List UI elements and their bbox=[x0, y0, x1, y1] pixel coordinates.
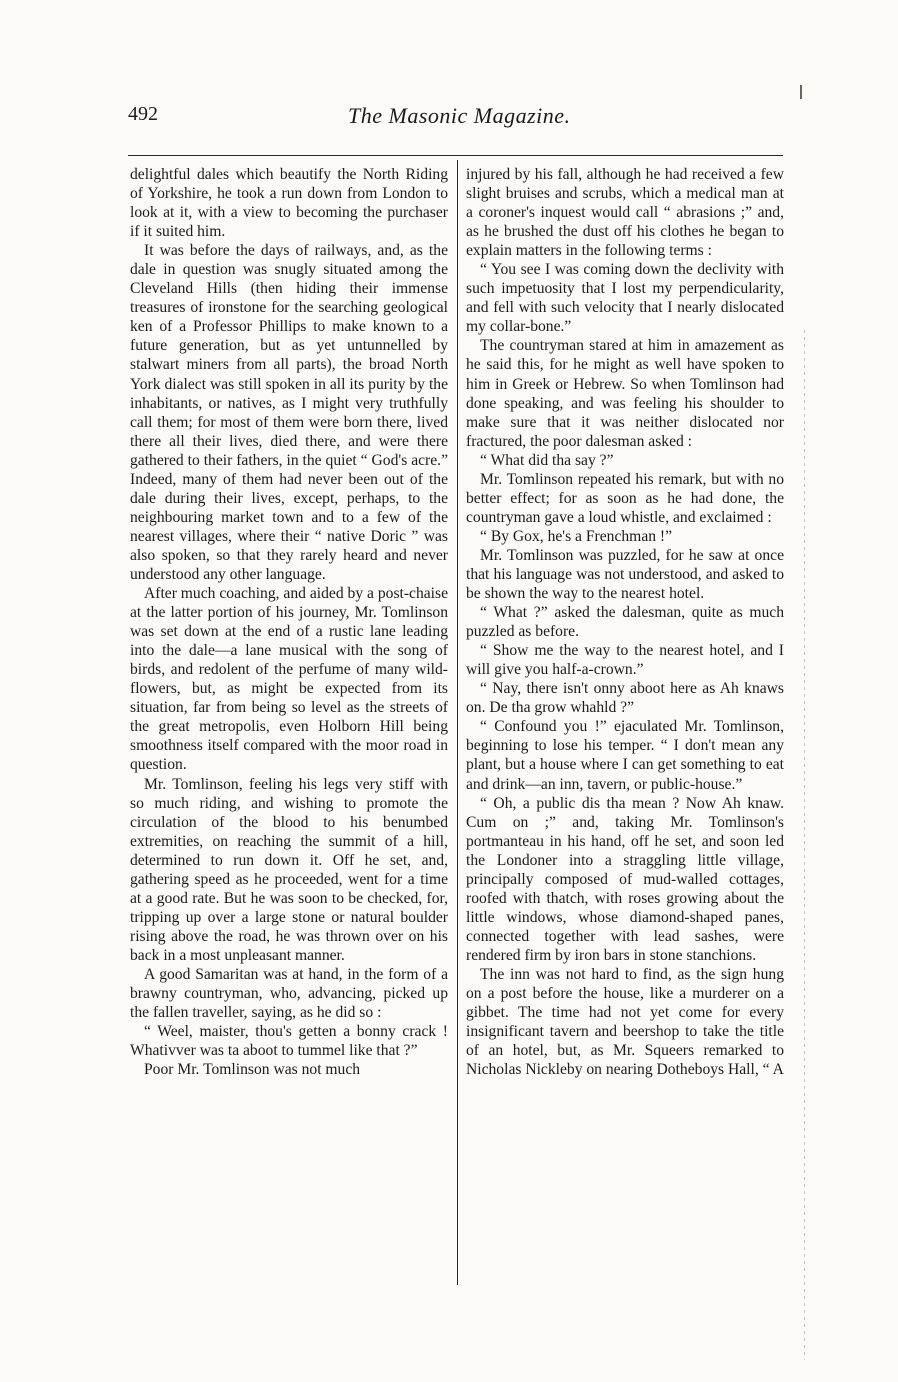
scan-edge-line bbox=[804, 330, 805, 1360]
paragraph: “ Confound you !” ejaculated Mr. Tomlinson, beginning to lose his temper. “ I don't mean any plant, but a house where I can get something to eat and drink—an inn, tavern, or public-house.” bbox=[466, 718, 784, 793]
paragraph: A good Samaritan was at hand, in the form of a brawny countryman, who, advancing, picked up the fallen traveller, saying, as he did so : bbox=[130, 965, 448, 1022]
right-column bbox=[466, 165, 784, 1079]
paragraph: “ What did tha say ?” bbox=[480, 451, 614, 469]
paragraph: “ Nay, there isn't onny aboot here as Ah knaws on. De tha grow whahld ?” bbox=[466, 680, 784, 717]
header-rule bbox=[128, 155, 783, 156]
paragraph: “ Weel, maister, thou's getten a bonny crack ! Whativver was ta aboot to tummel like that ?” bbox=[130, 1023, 448, 1060]
paragraph: “ What ?” asked the dalesman, quite as much puzzled as before. bbox=[466, 604, 784, 641]
paragraph: After much coaching, and aided by a post-chaise at the latter portion of his journey, Mr. Tomlinson was set down at the end of a rustic lane leading into the dale—a lane musical with the song of birds, and redolent of the perfume of many wild-flowers, but, as might be expected from its situation, far from being so level as the streets of the great metropolis, even Holborn Hill being smoothness itself compared with the moor road in question. bbox=[130, 585, 448, 774]
paragraph: “ By Gox, he's a Frenchman !” bbox=[480, 527, 673, 545]
paragraph: Mr. Tomlinson, feeling his legs very stiff with so much riding, and wishing to promote the circulation of the blood to his benumbed extremities, on reaching the summit of a hill, determined to run down it. Off he set, and, gathering speed as he proceeded, went for a time at a good rate. But he was soon to be checked, for, tripping up over a large stone or natural boulder rising above the road, he was thrown over on his back in a most unpleasant manner. bbox=[130, 775, 448, 964]
paragraph: Poor Mr. Tomlinson was not much bbox=[144, 1061, 361, 1079]
paragraph: delightful dales which beautify the North Riding of Yorkshire, he took a run down from London to look at it, with a view to becoming the purchaser if it suited him. bbox=[130, 166, 448, 241]
page-header bbox=[128, 103, 788, 143]
paragraph: It was before the days of railways, and, as the dale in question was snugly situated among the Cleveland Hills (then hiding their immense treasures of ironstone for the searching geological ken of a Professor Phillips to make known to a future generation, but as yet untunnelled by stalwart miners from all parts), the broad North York dialect was still spoken in all its purity by the inhabitants, or natives, as I might very truthfully call them; for most of them were born there, lived there all their lives, died there, and were there gathered to their fathers, in the quiet “ God's acre.” Indeed, many of them had never been out of the dale during their lives, except, perhaps, to the neighbouring market town and to a few of the nearest villages, where their “ native Doric ” was also spoken, so that they rarely heard and never understood any other language. bbox=[130, 242, 448, 583]
paragraph: “ Oh, a public dis tha mean ? Now Ah knaw. Cum on ;” and, taking Mr. Tomlinson's portmanteau in his hand, off he set, and soon led the Londoner into a straggling little village, principally composed of mud-walled cottages, roofed with thatch, with roses growing about the little windows, whose diamond-shaped panes, connected together with lead sashes, were rendered firm by iron bars in stone stanchions. bbox=[466, 794, 784, 964]
paragraph: Mr. Tomlinson repeated his remark, but with no better effect; for as soon as he had done, the countryman gave a loud whistle, and exclaimed : bbox=[466, 470, 784, 526]
paragraph: Mr. Tomlinson was puzzled, for he saw at once that his language was not understood, and asked to be shown the way to the nearest hotel. bbox=[466, 546, 784, 603]
column-divider bbox=[457, 160, 458, 1285]
paragraph: The inn was not hard to find, as the sign hung on a post before the house, like a murderer on a gibbet. The time had not yet come for every insignificant tavern and beershop to take the title of an hotel, but, as Mr. Squeers remarked to Nicholas Nickleby on nearing Dotheboys Hall, “ A bbox=[466, 965, 784, 1079]
paragraph: “ You see I was coming down the declivity with such impetuosity that I lost my perpendicularity, and fell with such velocity that I nearly dislocated my collar-bone.” bbox=[466, 261, 784, 336]
page-number: 492 bbox=[128, 103, 158, 125]
paragraph: The countryman stared at him in amazement as he said this, for he might as well have spoken to him in Greek or Hebrew. So when Tomlinson had done speaking, and was feeling his shoulder to make sure that it was neither dislocated nor fractured, the poor dalesman asked : bbox=[466, 337, 784, 450]
paragraph: injured by his fall, although he had received a few slight bruises and scrubs, which a medical man at a coroner's inquest would call “ abrasions ;” and, as he brushed the dust off his clothes he began to explain matters in the following terms : bbox=[466, 166, 784, 260]
margin-mark bbox=[800, 85, 802, 99]
paragraph: “ Show me the way to the nearest hotel, and I will give you half-a-crown.” bbox=[466, 642, 784, 679]
left-column bbox=[130, 165, 448, 1079]
running-title: The Masonic Magazine. bbox=[348, 103, 571, 128]
